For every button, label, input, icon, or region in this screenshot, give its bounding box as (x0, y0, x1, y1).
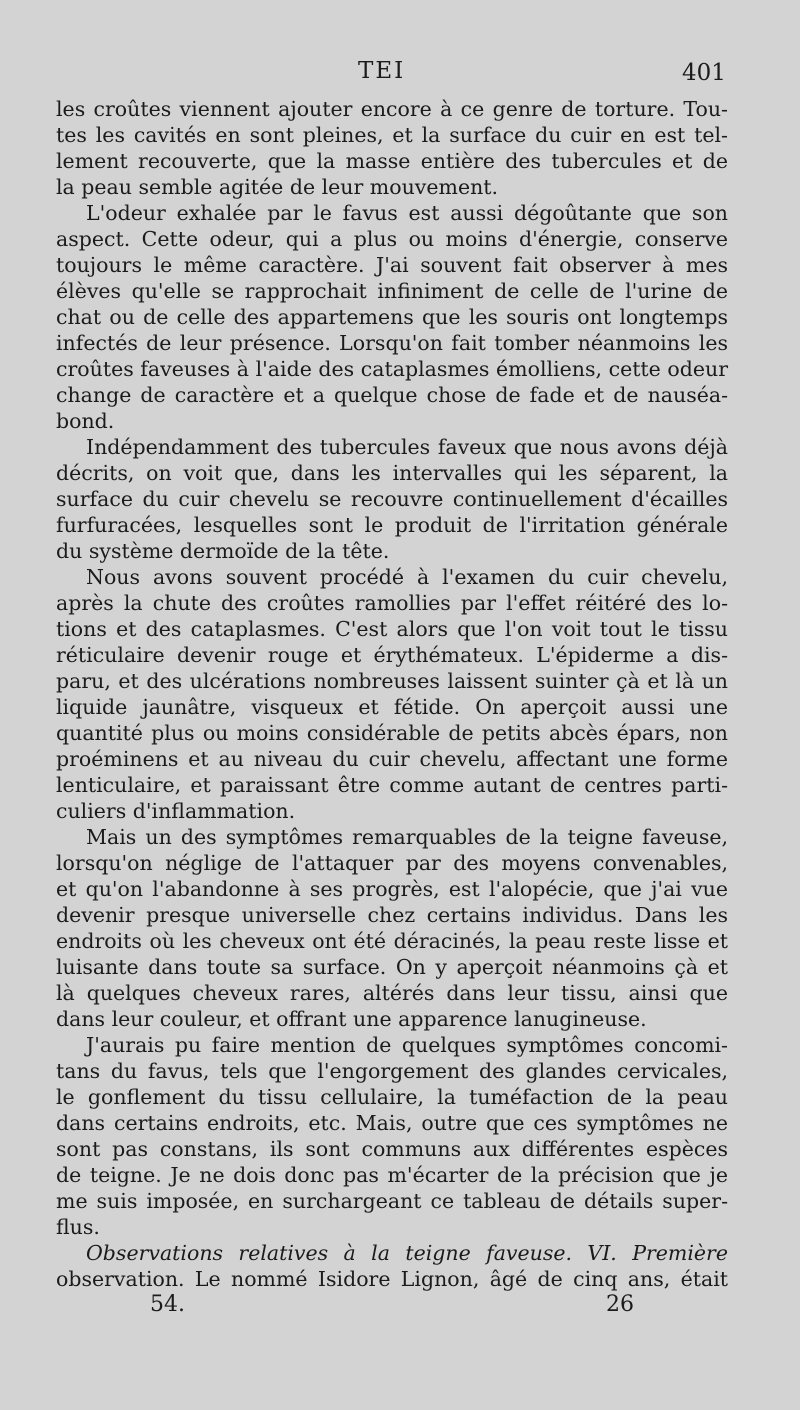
text-line: la peau semble agitée de leur mouvement. (56, 175, 499, 199)
text-line: lenticulaire, et paraissant être comme autant de centres parti- (56, 773, 728, 797)
text-line: flus. (56, 1215, 100, 1239)
text-line: après la chute des croûtes ramollies par l'effet réitéré des lo- (56, 591, 728, 615)
text-line: Mais un des symptômes remarquables de la teigne faveuse, (86, 825, 728, 849)
running-head: TEI (358, 58, 406, 84)
text-line: dans leur couleur, et offrant une apparence lanugineuse. (56, 1007, 647, 1031)
text-line: les croûtes viennent ajouter encore à ce genre de torture. Tou- (56, 97, 728, 121)
text-line: liquide jaunâtre, visqueux et fétide. On aperçoit aussi une (56, 695, 728, 719)
signature-mark-right: 26 (606, 1292, 634, 1317)
text-line: L'odeur exhalée par le favus est aussi dégoûtante que son (86, 201, 728, 225)
text-line: infectés de leur présence. Lorsqu'on fait tomber néanmoins les (56, 331, 728, 355)
text-line: proéminens et au niveau du cuir chevelu, affectant une forme (56, 747, 728, 771)
observation-heading-line: Observations relatives à la teigne faveuse. VI. Première (86, 1241, 728, 1265)
text-line: élèves qu'elle se rapprochait infiniment de celle de l'urine de (56, 279, 728, 303)
text-line: aspect. Cette odeur, qui a plus ou moins d'énergie, conserve (56, 227, 728, 251)
text-line: de teigne. Je ne dois donc pas m'écarter de la précision que je (56, 1163, 728, 1187)
text-line: culiers d'inflammation. (56, 799, 296, 823)
text-line: lorsqu'on néglige de l'attaquer par des moyens convenables, (56, 851, 728, 875)
text-line: croûtes faveuses à l'aide des cataplasmes émolliens, cette odeur (56, 357, 728, 381)
text-line: lement recouverte, que la masse entière des tubercules et de (56, 149, 728, 173)
text-line: Indépendamment des tubercules faveux que nous avons déjà (86, 435, 728, 459)
text-line: dans certains endroits, etc. Mais, outre que ces symptômes ne (56, 1111, 728, 1135)
text-line: sont pas constans, ils sont communs aux différentes espèces (56, 1137, 728, 1161)
page-number: 401 (682, 60, 726, 86)
text-line: devenir presque universelle chez certains individus. Dans les (56, 903, 728, 927)
text-line: du système dermoïde de la tête. (56, 539, 390, 563)
text-line: chat ou de celle des appartemens que les souris ont longtemps (56, 305, 728, 329)
text-line: bond. (56, 409, 115, 433)
text-line: paru, et des ulcérations nombreuses laissent suinter çà et là un (56, 669, 728, 693)
text-line: observation. Le nommé Isidore Lignon, âgé de cinq ans, était (56, 1267, 728, 1291)
text-line: endroits où les cheveux ont été déracinés, la peau reste lisse et (56, 929, 728, 953)
text-line: décrits, on voit que, dans les intervalles qui les séparent, la (56, 461, 728, 485)
text-line: furfuracées, lesquelles sont le produit de l'irritation générale (56, 513, 728, 537)
text-line: réticulaire devenir rouge et érythémateux. L'épiderme a dis- (56, 643, 728, 667)
text-line: tions et des cataplasmes. C'est alors que l'on voit tout le tissu (56, 617, 728, 641)
text-line: toujours le même caractère. J'ai souvent fait observer à mes (56, 253, 728, 277)
text-line: me suis imposée, en surchargeant ce tableau de détails super- (56, 1189, 728, 1213)
text-line: J'aurais pu faire mention de quelques symptômes concomi- (86, 1033, 728, 1057)
text-line: change de caractère et a quelque chose de fade et de nauséa- (56, 383, 728, 407)
text-line: tes les cavités en sont pleines, et la surface du cuir en est tel- (56, 123, 728, 147)
text-line: quantité plus ou moins considérable de petits abcès épars, non (56, 721, 728, 745)
text-line: tans du favus, tels que l'engorgement des glandes cervicales, (56, 1059, 728, 1083)
text-line: Nous avons souvent procédé à l'examen du cuir chevelu, (86, 565, 728, 589)
signature-mark-left: 54. (150, 1292, 185, 1317)
text-line: surface du cuir chevelu se recouvre continuellement d'écailles (56, 487, 728, 511)
text-line: le gonflement du tissu cellulaire, la tuméfaction de la peau (56, 1085, 728, 1109)
text-line: là quelques cheveux rares, altérés dans leur tissu, ainsi que (56, 981, 728, 1005)
text-line: et qu'on l'abandonne à ses progrès, est l'alopécie, que j'ai vue (56, 877, 728, 901)
text-line: luisante dans toute sa surface. On y aperçoit néanmoins çà et (56, 955, 728, 979)
